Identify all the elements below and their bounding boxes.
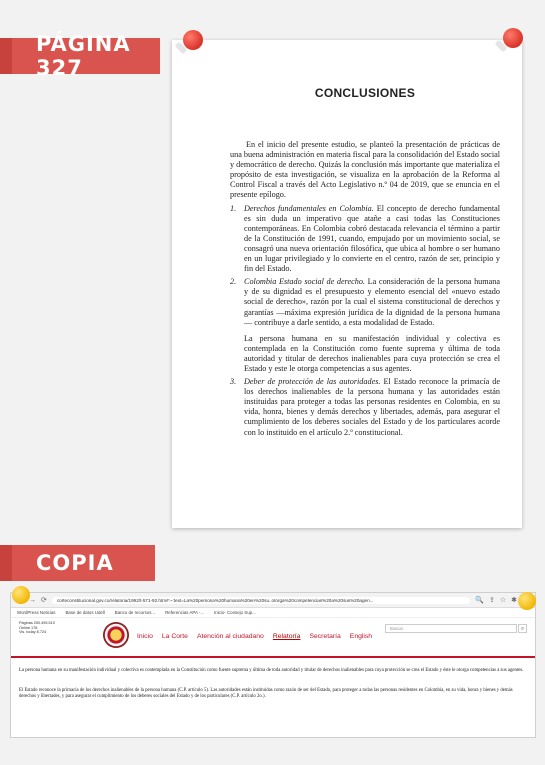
list-item <box>230 204 500 275</box>
main-menu <box>137 633 372 640</box>
share-icon[interactable]: ⇪ <box>488 597 495 604</box>
menu-item-secretaria[interactable]: Secretaría <box>309 633 341 640</box>
pushpin-icon <box>503 28 523 48</box>
list-item-heading: Deber de protección de las autoridades. <box>244 377 381 387</box>
zoom-icon[interactable]: 🔍 <box>475 597 484 604</box>
court-logo[interactable] <box>103 622 129 648</box>
menu-item-english[interactable]: English <box>349 633 373 640</box>
header-divider <box>11 656 535 658</box>
address-bar-row <box>11 593 535 608</box>
list-number: 3. <box>230 377 237 387</box>
search-icon[interactable]: ⌕ <box>518 624 527 633</box>
menu-item-la-corte[interactable]: La Corte <box>161 633 188 640</box>
stat-line: Páginas 250.495.510 <box>19 621 55 625</box>
document-page <box>172 40 522 528</box>
bookmarks-bar <box>11 608 535 618</box>
list-item <box>230 277 500 374</box>
list-item-heading: Derechos fundamentales en Colombia. <box>244 203 374 213</box>
copy-banner: COPIA <box>0 545 155 581</box>
intro-paragraph: En el inicio del presente estudio, se planteó la presentación de prácticas de una buena administración en materia fiscal para la consolidación del Estado social y democrático de derecho. Quizás la conclusión más importante que materializa el propósito de esta investigación, se visualiza en la aprobación de la Reforma al Control Fiscal a través del Acto Legislativo n.º 04 de 2019, que se enuncia en el presente epílogo. <box>230 140 500 200</box>
stat-line: Online 178 <box>19 625 38 630</box>
bookmark-item[interactable]: Referencias APA -... <box>165 610 205 615</box>
list-item-body: La consideración de la persona humana y de su dignidad es el presupuesto y elemento esencial del «nuevo estado social de derecho», razón por la cual el sistema constitucional de derechos y garantías —máxima expresión jurídica de la dignidad de la persona humana— contribuye a darle sentido, a esta modalidad de Estado. <box>244 277 500 327</box>
reload-icon[interactable]: ⟳ <box>41 597 47 604</box>
menu-item-atencion[interactable]: Atención al ciudadano <box>196 633 264 640</box>
forward-icon[interactable]: → <box>29 596 36 604</box>
list-item-extra: La persona humana en su manifestación individual y colectiva es contemplada en la Constitución como fuente suprema y última de toda autoridad y titular de derechos inalienables para cuya protección se crea el Estado y este le otorga competencias a sus agentes. <box>244 333 500 373</box>
menu-item-relatoria[interactable]: Relatoría <box>272 633 301 640</box>
url-field[interactable]: corteconstitucional.gov.co/relatoria/1992/t-571-92.htm#:~:text=La%20persona%20humana%20en%20su..otorga%20competencias%20a%20sus%20agen... <box>52 597 470 604</box>
star-icon[interactable]: ☆ <box>499 597 507 604</box>
pushpin-icon <box>518 592 536 610</box>
list-number: 1. <box>230 203 237 213</box>
bookmark-item[interactable]: Banco de recursos... <box>114 610 156 615</box>
list-item-text <box>244 277 500 327</box>
visit-stats <box>19 621 55 635</box>
stat-line: Vis. today 8.724 <box>19 630 47 634</box>
list-number: 2. <box>230 277 237 287</box>
web-paragraph: La persona humana en su manifestación individual y colectiva es contemplada en la Constitución como fuente suprema y última de toda autoridad y titular de derechos inalienables para cuya protección se crea el Estado y éste le otorga competencias a sus agentes. <box>19 668 524 673</box>
list-item <box>230 377 500 438</box>
browser-screenshot <box>10 592 536 738</box>
page-number-banner: PÁGINA 327 <box>0 38 160 74</box>
bookmark-item[interactable]: Base de datos Udell <box>65 610 105 615</box>
pushpin-icon <box>183 30 203 50</box>
pushpin-icon <box>12 586 30 604</box>
menu-item-inicio[interactable]: Inicio <box>137 633 153 640</box>
bookmark-item[interactable]: Inicio- Consejo Sup... <box>214 610 256 615</box>
site-header <box>11 618 535 656</box>
document-title: CONCLUSIONES <box>314 86 416 100</box>
site-search-input[interactable]: Buscar <box>385 624 517 633</box>
web-paragraph: El Estado reconoce la primacía de los derechos inalienables de la persona humana (C.P. artículo 5). Las autoridades están instituidas como razón de ser del Estado, para proteger a todas las personas residentes en Colombia, en su vida, honra y bienes y demás derechos y libertades, y para asegurar el cumplimiento de los deberes sociales del Estado y de los particulares (C.P. artículo 2o.). <box>19 688 513 700</box>
extensions-icon[interactable]: ✱ <box>511 597 517 604</box>
list-item-body: El Estado reconoce la primacía de los derechos inalienables de la persona humana y las autoridades están instituidas para proteger a todas las personas residentes en Colombia, en su vida, honra, bienes y demás derechos y libertades, además, para asegurar el cumplimiento de los deberes sociales del Estado y de los particulares acorde con lo instituido en el artículo 2.º constitucional. <box>244 377 500 437</box>
list-item-heading: Colombia Estado social de derecho. <box>244 277 366 287</box>
bookmark-item[interactable]: WordPress Noticias <box>17 610 56 615</box>
list-item-text <box>244 204 500 275</box>
list-item-body: El concepto de derecho fundamental es sin duda un imperativo que atañe a casi todas las Constituciones contemporáneas. En Colombia cobró destacada relevancia el término a partir de la Constitución de 1991, cuando, empujado por un movimiento social, se consagró una nueva orientación filosófica, que ubica al hombre o ser humano en un lugar privilegiado y lo convierte en el centro, razón de ser, principio y fin del Estado. <box>244 203 500 274</box>
list-item-text <box>244 377 500 438</box>
